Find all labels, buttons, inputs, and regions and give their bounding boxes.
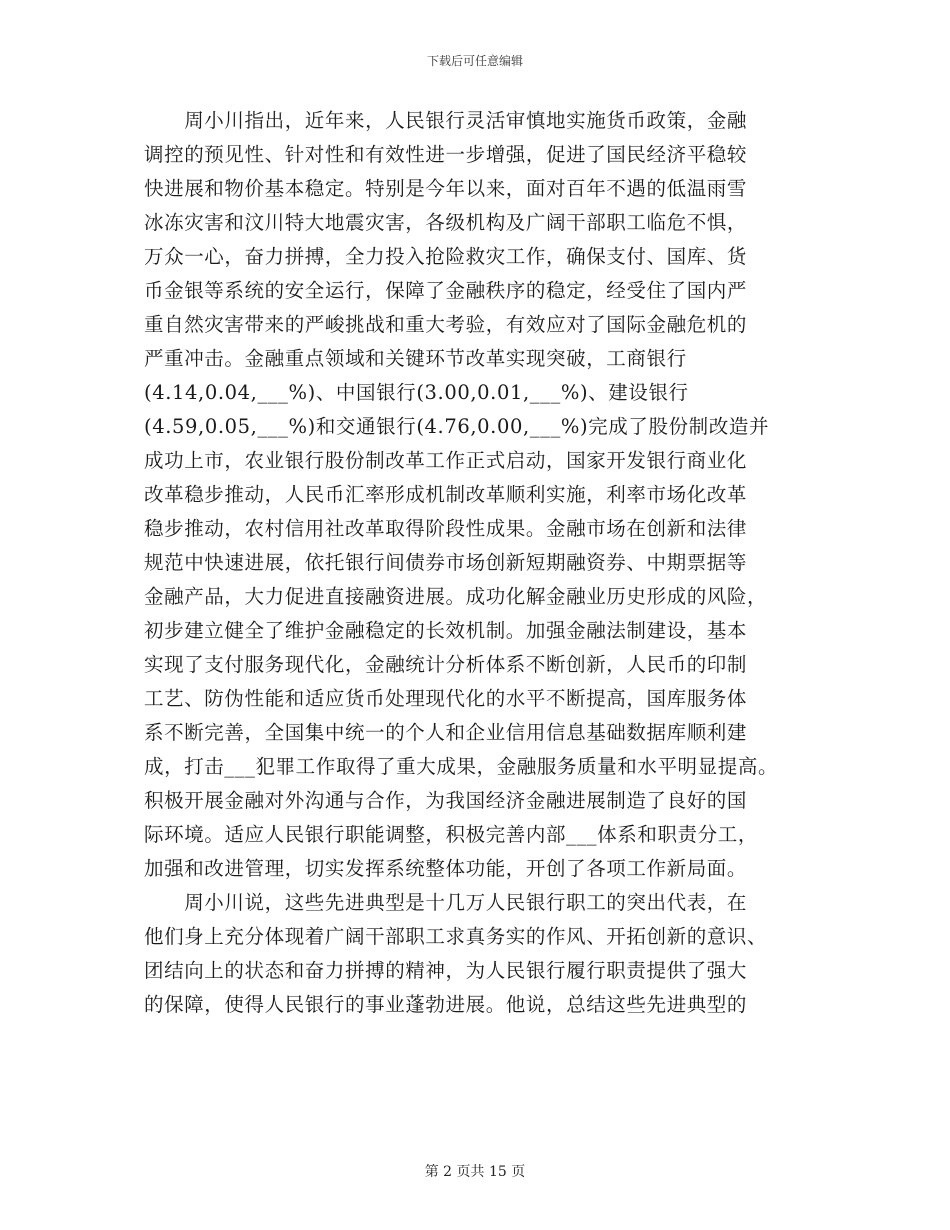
text-line: 工艺、防伪性能和适应货币处理现代化的水平不断提高，国库服务体 (144, 687, 748, 710)
text-line: 实现了支付服务现代化，金融统计分析体系不断创新，人民币的印制 (144, 653, 748, 676)
text-line: 金融产品，大力促进直接融资进展。成功化解金融业历史形成的风险， (144, 585, 768, 608)
text-line: 币金银等系统的安全运行，保障了金融秩序的稳定，经受住了国内严 (144, 279, 748, 302)
text-line: 际环境。适应人民银行职能调整，积极完善内部___体系和职责分工， (144, 823, 758, 846)
page-footer: 第 2 页共 15 页 (424, 1164, 526, 1180)
text-line: 重自然灾害带来的严峻挑战和重大考验，有效应对了国际金融危机的 (144, 313, 748, 336)
text-line: 他们身上充分体现着广阔干部职工求真务实的作风、开拓创新的意识、 (144, 925, 768, 948)
text-line: 成功上市，农业银行股份制改革工作正式启动，国家开发银行商业化 (144, 449, 748, 472)
text-line: 系不断完善，全国集中统一的个人和企业信用信息基础数据库顺利建 (144, 721, 748, 744)
text-line: 加强和改进管理，切实发挥系统整体功能，开创了各项工作新局面。 (144, 857, 748, 880)
text-line: 团结向上的状态和奋力拼搏的精神，为人民银行履行职责提供了强大 (144, 959, 748, 982)
text-line: 周小川说，这些先进典型是十几万人民银行职工的突出代表，在 (144, 891, 748, 914)
text-line: (4.14,0.04,___%)、中国银行(3.00,0.01,___%)、建设银行 (144, 381, 689, 404)
text-line: 积极开展金融对外沟通与合作，为我国经济金融进展制造了良好的国 (144, 789, 748, 812)
text-line: 稳步推动，农村信用社改革取得阶段性成果。金融市场在创新和法律 (144, 517, 748, 540)
text-line: 成，打击___犯罪工作取得了重大成果，金融服务质量和水平明显提高。 (144, 755, 779, 778)
text-line: 初步建立健全了维护金融稳定的长效机制。加强金融法制建设，基本 (144, 619, 748, 642)
text-line: 快进展和物价基本稳定。特别是今年以来，面对百年不遇的低温雨雪 (144, 177, 748, 200)
text-line: 冰冻灾害和汶川特大地震灾害，各级机构及广阔干部职工临危不惧， (144, 211, 748, 234)
text-line: (4.59,0.05,___%)和交通银行(4.76,0.00,___%)完成了股份制改造并 (144, 415, 770, 438)
text-line: 严重冲击。金融重点领域和关键环节改革实现突破，工商银行 (144, 347, 687, 370)
text-line: 改革稳步推动，人民币汇率形成机制改革顺利实施，利率市场化改革 (144, 483, 748, 506)
text-line: 周小川指出，近年来，人民银行灵活审慎地实施货币政策，金融 (144, 109, 748, 132)
page-header: 下载后可任意编辑 (426, 54, 523, 68)
text-line: 的保障，使得人民银行的事业蓬勃进展。他说，总结这些先进典型的 (144, 993, 748, 1016)
text-line: 万众一心，奋力拼搏，全力投入抢险救灾工作，确保支付、国库、货 (144, 245, 748, 268)
text-line: 调控的预见性、针对性和有效性进一步增强，促进了国民经济平稳较 (144, 143, 748, 166)
document-body (144, 104, 819, 1022)
text-line: 规范中快速进展，依托银行间债券市场创新短期融资券、中期票据等 (144, 551, 748, 574)
